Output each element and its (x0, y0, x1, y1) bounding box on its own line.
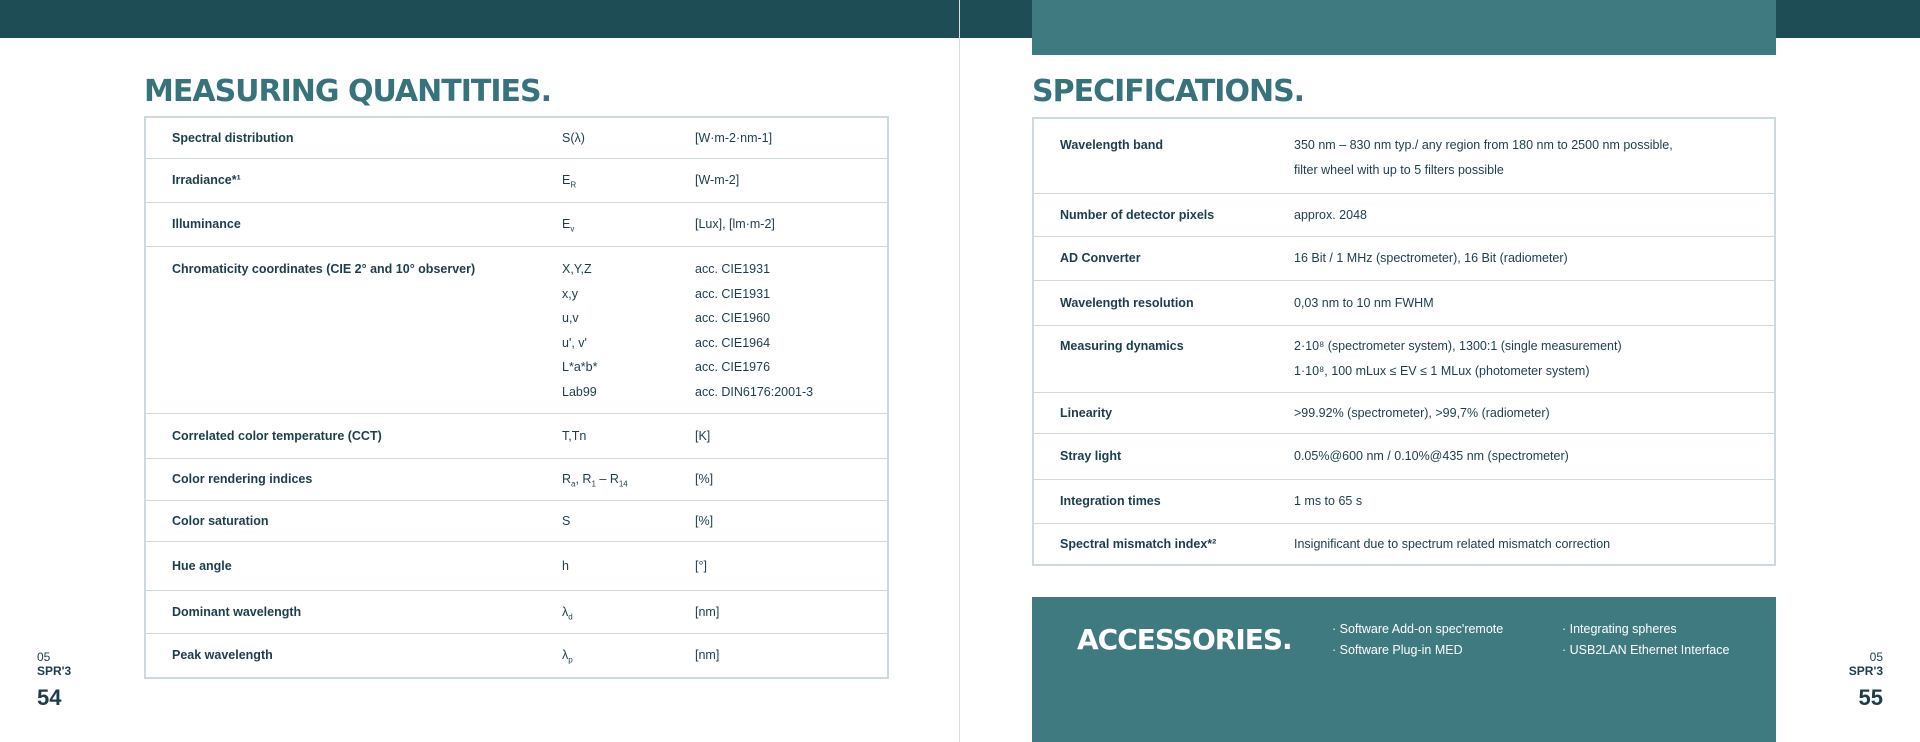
spec-value: >99.92% (spectrometer), >99,7% (radiometer) (1294, 406, 1550, 420)
list-item: · Software Add-on spec'remote (1332, 622, 1504, 636)
spec-value: 1 ms to 65 s (1294, 494, 1363, 508)
page-spine-divider (959, 0, 960, 742)
section-number: 05 (37, 650, 51, 664)
quantity-unit: [%] (695, 513, 714, 528)
quantity-unit: [°] (695, 558, 707, 573)
quantity-unit: acc. CIE1960 (695, 311, 771, 326)
spec-name: Stray light (1060, 449, 1122, 463)
quantity-name: Dominant wavelength (172, 604, 302, 619)
quantity-unit: acc. CIE1931 (695, 286, 771, 301)
spec-value: 16 Bit / 1 MHz (spectrometer), 16 Bit (radiometer) (1294, 251, 1568, 265)
spec-name: Wavelength band (1060, 138, 1164, 152)
table-row (1033, 393, 1775, 434)
spec-name: Integration times (1060, 494, 1161, 508)
quantity-symbol: S (562, 513, 571, 528)
specifications-table (1032, 117, 1776, 566)
brand-name: SPR'3 (37, 664, 72, 678)
table-row (145, 247, 888, 414)
spec-name: Number of detector pixels (1060, 208, 1215, 222)
table-row (1033, 480, 1775, 524)
spec-name: AD Converter (1060, 251, 1141, 265)
table-row (1033, 194, 1775, 237)
quantity-symbol: X,Y,Z (562, 262, 592, 276)
quantity-symbol: $E_v$ (562, 217, 575, 234)
quantity-unit: [%] (695, 471, 714, 486)
accessories-list-2 (1562, 619, 1729, 661)
quantity-name: Color rendering indices (172, 471, 313, 486)
quantity-name: Illuminance (172, 217, 241, 231)
quantity-symbol: Lab99 (562, 384, 597, 399)
spec-name: Wavelength resolution (1060, 296, 1194, 310)
table-row (145, 458, 888, 500)
quantity-symbol: $R_a$, $R_1 - R_{14}$ (562, 471, 628, 489)
spec-value: 0,03 nm to 10 nm FWHM (1294, 296, 1434, 310)
accessories-panel (1032, 597, 1776, 742)
spec-value: 350 nm – 830 nm typ./ any region from 180 nm to 2500 nm possible, (1294, 138, 1673, 152)
quantity-name: Color saturation (172, 513, 269, 528)
table-row (1033, 434, 1775, 480)
quantity-unit: acc. CIE1931 (695, 262, 771, 276)
quantity-unit: [nm] (695, 647, 720, 662)
quantity-unit: [K] (695, 428, 711, 443)
measuring-quantities-title: MEASURING QUANTITIES. (144, 74, 551, 109)
quantity-symbol: $\lambda_d$ (562, 604, 573, 622)
quantity-name: Chromaticity coordinates (CIE 2° and 10° observer) (172, 262, 476, 276)
table-row (1033, 281, 1775, 326)
table-row (145, 117, 888, 159)
spec-value: 1·10⁸, 100 mLux ≤ EV ≤ 1 MLux (photometer system) (1294, 364, 1590, 378)
table-row (145, 413, 888, 458)
table-row (1033, 326, 1775, 393)
page-number: 54 (37, 685, 62, 710)
quantity-symbol: S(λ) (562, 131, 585, 145)
specifications-header-block (1032, 0, 1776, 55)
quantity-symbol: $E_R$ (562, 173, 577, 190)
quantity-unit: [Lux], [lm·m-2] (695, 217, 775, 231)
spec-value: filter wheel with up to 5 filters possible (1294, 163, 1504, 177)
table-row (145, 590, 888, 633)
measuring-quantities-table (144, 116, 889, 679)
spec-name: Measuring dynamics (1060, 339, 1184, 353)
quantity-symbol: x,y (562, 286, 578, 301)
quantity-unit: [nm] (695, 604, 720, 619)
quantity-symbol: T,Tn (562, 428, 587, 443)
spec-name: Linearity (1060, 406, 1113, 420)
quantity-symbol: u', v' (562, 335, 587, 350)
accessories-title: ACCESSORIES. (1077, 623, 1292, 656)
table-row (145, 633, 888, 678)
table-row (145, 500, 888, 541)
spec-name: Spectral mismatch index*² (1060, 537, 1217, 551)
quantity-symbol: L*a*b* (562, 360, 598, 375)
spec-value: Insignificant due to spectrum related mismatch correction (1294, 537, 1611, 551)
specifications-title: SPECIFICATIONS. (1032, 74, 1305, 109)
quantity-unit: acc. CIE1976 (695, 360, 771, 375)
quantity-unit: [W-m-2] (695, 173, 740, 187)
list-item: · Integrating spheres (1562, 622, 1677, 636)
brand-name: SPR'3 (1848, 664, 1883, 678)
section-number: 05 (1869, 650, 1883, 664)
list-item: · USB2LAN Ethernet Interface (1562, 643, 1730, 657)
spec-value: 0.05%@600 nm / 0.10%@435 nm (spectrometer) (1294, 449, 1569, 463)
accessories-list-1 (1332, 619, 1503, 661)
quantity-name: Irradiance*¹ (172, 173, 241, 187)
quantity-name: Hue angle (172, 558, 232, 573)
quantity-symbol: $\lambda_p$ (562, 647, 573, 665)
table-row (145, 541, 888, 590)
quantity-unit: [W·m-2·nm-1] (695, 131, 773, 145)
quantity-symbol: h (562, 558, 569, 573)
quantity-name: Correlated color temperature (CCT) (172, 428, 382, 443)
table-row (145, 203, 888, 247)
page-number: 55 (1858, 685, 1883, 710)
quantity-name: Peak wavelength (172, 647, 273, 662)
quantity-unit: acc. CIE1964 (695, 335, 771, 350)
quantity-name: Spectral distribution (172, 131, 294, 145)
spec-value: approx. 2048 (1294, 208, 1367, 222)
quantity-symbol: u,v (562, 311, 579, 326)
spec-value: 2·10⁸ (spectrometer system), 1300:1 (single measurement) (1294, 339, 1622, 353)
table-row (1033, 118, 1775, 194)
folio-right (1849, 651, 1883, 709)
quantity-unit: acc. DIN6176:2001-3 (695, 384, 814, 399)
table-row (1033, 237, 1775, 281)
folio-left (37, 651, 71, 709)
table-row (1033, 524, 1775, 566)
list-item: · Software Plug-in MED (1332, 643, 1463, 657)
table-row (145, 159, 888, 203)
